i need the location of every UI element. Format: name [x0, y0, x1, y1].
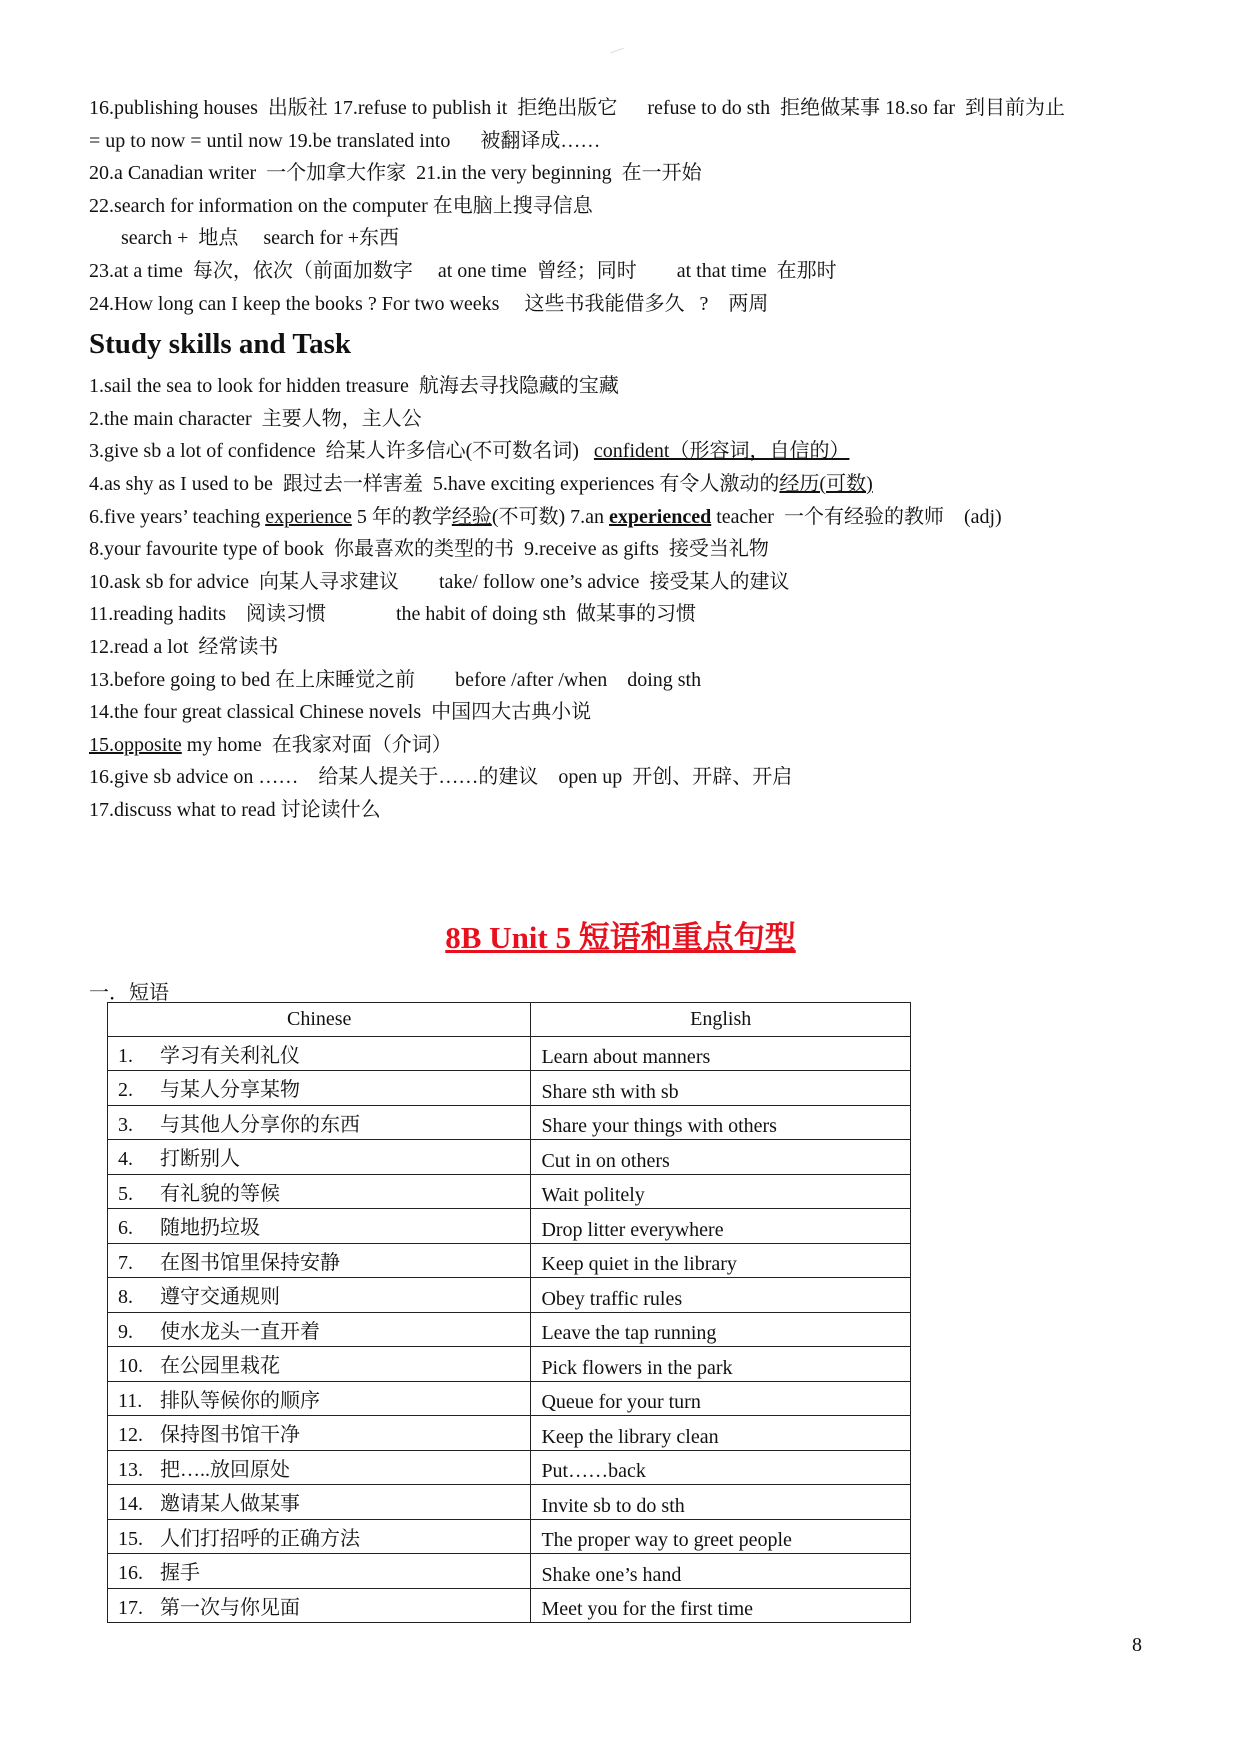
english-phrase: The proper way to greet people [531, 1519, 911, 1554]
chinese-phrase: 在公园里栽花 [160, 1355, 280, 1378]
english-phrase: Queue for your turn [531, 1381, 911, 1416]
study-line-13: 13.before going to bed 在上床睡觉之前 before /after /when doing sth [89, 668, 702, 691]
table-row [108, 1140, 911, 1175]
study-line-3-text: 3.give sb a lot of confidence 给某人许多信心(不可数名词) [89, 440, 594, 463]
chinese-phrase: 遵守交通规则 [160, 1286, 280, 1309]
header-chinese: Chinese [108, 1003, 531, 1037]
english-phrase: Leave the tap running [531, 1312, 911, 1347]
row-number: 2. [118, 1079, 133, 1102]
confident-underlined: confident（形容词，自信的） [593, 440, 850, 463]
study-line-6-c: 5 年的教学 [351, 505, 452, 528]
study-line-17: 17.discuss what to read 讨论读什么 [89, 798, 381, 821]
table-row [108, 1381, 911, 1416]
chinese-phrase: 邀请某人做某事 [160, 1493, 300, 1516]
chinese-phrase: 把…..放回原处 [160, 1458, 290, 1481]
chinese-cell [108, 1174, 531, 1209]
table-row [108, 1519, 911, 1554]
chinese-phrase: 排队等候你的顺序 [160, 1389, 320, 1412]
study-skills-heading: Study skills and Task [89, 328, 351, 361]
table-row [108, 1416, 911, 1451]
table-row [108, 1174, 911, 1209]
table-header-row [108, 1003, 911, 1037]
study-line-4-text: 4.as shy as I used to be 跟过去一样害羞 5.have exciting experiences 有令人激动的 [89, 472, 780, 495]
chinese-cell [108, 1416, 531, 1451]
row-number: 7. [118, 1251, 133, 1274]
chinese-cell [108, 1105, 531, 1140]
english-phrase: Cut in on others [531, 1140, 911, 1175]
chinese-cell [108, 1209, 531, 1244]
row-number: 12. [118, 1424, 143, 1447]
row-number: 1. [118, 1044, 133, 1067]
phrase-line-22: 22.search for information on the computer 在电脑上搜寻信息 [89, 194, 593, 217]
chinese-phrase: 人们打招呼的正确方法 [160, 1527, 360, 1550]
row-number: 8. [118, 1286, 133, 1309]
row-number: 13. [118, 1458, 143, 1481]
phrase-line-24: 24.How long can I keep the books ? For two weeks 这些书我能借多久 ? 两周 [89, 292, 769, 315]
chinese-cell [108, 1588, 531, 1623]
row-number: 11. [118, 1389, 143, 1412]
chinese-cell [108, 1278, 531, 1313]
table-row [108, 1450, 911, 1485]
chinese-cell [108, 1140, 531, 1175]
phrase-line-19: = up to now = until now 19.be translated into 被翻译成…… [89, 129, 601, 152]
study-line-2: 2.the main character 主要人物，主人公 [89, 407, 422, 430]
chinese-phrase: 在图书馆里保持安静 [160, 1251, 340, 1274]
study-line-1: 1.sail the sea to look for hidden treasure 航海去寻找隐藏的宝藏 [89, 375, 619, 398]
study-line-4 [89, 468, 1169, 501]
row-number: 5. [118, 1182, 133, 1205]
english-phrase: Share your things with others [531, 1105, 911, 1140]
chinese-phrase: 随地扔垃圾 [160, 1217, 260, 1240]
table-row [108, 1071, 911, 1106]
table-row [108, 1243, 911, 1278]
study-line-12: 12.read a lot 经常读书 [89, 635, 279, 658]
content-area [89, 92, 1169, 826]
chinese-phrase: 使水龙头一直开着 [160, 1320, 320, 1343]
chinese-cell [108, 1519, 531, 1554]
opposite-underlined: 15.opposite [89, 733, 182, 756]
table-row [108, 1036, 911, 1071]
study-line-11: 11.reading hadits 阅读习惯 the habit of doing sth 做某事的习惯 [89, 603, 696, 626]
header-english: English [531, 1003, 911, 1037]
experiences-countable-underlined: 经历(可数) [779, 472, 873, 495]
row-number: 6. [118, 1217, 133, 1240]
study-line-8: 8.your favourite type of book 你最喜欢的类型的书 9.receive as gifts 接受当礼物 [89, 538, 769, 561]
english-phrase: Keep the library clean [531, 1416, 911, 1451]
row-number: 14. [118, 1493, 143, 1516]
row-number: 9. [118, 1320, 133, 1343]
chinese-cell [108, 1243, 531, 1278]
row-number: 15. [118, 1527, 143, 1550]
experienced-bold-underlined: experienced [609, 505, 712, 528]
chinese-phrase: 有礼貌的等候 [160, 1182, 280, 1205]
chinese-phrase: 学习有关利礼仪 [160, 1044, 300, 1067]
chinese-phrase: 与某人分享某物 [160, 1079, 300, 1102]
chinese-phrase: 握手 [160, 1562, 200, 1585]
table-row [108, 1554, 911, 1589]
phrase-line-23: 23.at a time 每次，依次（前面加数字 at one time 曾经；同时 at that time 在那时 [89, 259, 837, 282]
chinese-cell [108, 1554, 531, 1589]
phrase-line-22-detail: search + 地点 search for +东西 [121, 227, 400, 250]
english-phrase: Drop litter everywhere [531, 1209, 911, 1244]
chinese-cell [108, 1485, 531, 1520]
chinese-phrase: 与其他人分享你的东西 [160, 1113, 360, 1136]
chinese-cell [108, 1347, 531, 1382]
study-line-14: 14.the four great classical Chinese novels 中国四大古典小说 [89, 701, 592, 724]
study-line-15-text: my home 在我家对面（介词） [181, 733, 452, 756]
scan-mark [610, 48, 623, 54]
study-line-15 [89, 729, 1169, 762]
chinese-cell [108, 1036, 531, 1071]
table-row [108, 1347, 911, 1382]
study-line-16: 16.give sb advice on …… 给某人提关于……的建议 open up 开创、开辟、开启 [89, 766, 793, 789]
chinese-cell [108, 1071, 531, 1106]
row-number: 17. [118, 1596, 143, 1619]
english-phrase: Pick flowers in the park [531, 1347, 911, 1382]
study-line-3 [89, 435, 1169, 468]
english-phrase: Wait politely [531, 1174, 911, 1209]
table-row [108, 1105, 911, 1140]
chinese-cell [108, 1450, 531, 1485]
chinese-cell [108, 1381, 531, 1416]
table-row [108, 1278, 911, 1313]
row-number: 10. [118, 1355, 143, 1378]
english-phrase: Meet you for the first time [531, 1588, 911, 1623]
english-phrase: Put……back [531, 1450, 911, 1485]
study-line-6-g: teacher 一个有经验的教师 (adj) [711, 505, 1002, 528]
section-label: 一．短语 [89, 982, 169, 1004]
chinese-phrase: 打断别人 [160, 1148, 240, 1171]
english-phrase: Invite sb to do sth [531, 1485, 911, 1520]
row-number: 3. [118, 1113, 133, 1136]
study-line-6 [89, 501, 1169, 534]
table-row [108, 1588, 911, 1623]
study-line-6-e: (不可数) 7.an [491, 505, 610, 528]
table-row [108, 1209, 911, 1244]
study-line-10: 10.ask sb for advice 向某人寻求建议 take/ follow one’s advice 接受某人的建议 [89, 570, 790, 593]
english-phrase: Keep quiet in the library [531, 1243, 911, 1278]
table-row [108, 1485, 911, 1520]
row-number: 4. [118, 1148, 133, 1171]
chinese-phrase: 第一次与你见面 [160, 1596, 300, 1619]
chinese-cell [108, 1312, 531, 1347]
english-phrase: Obey traffic rules [531, 1278, 911, 1313]
row-number: 16. [118, 1562, 143, 1585]
unit-title: 8B Unit 5 短语和重点句型 [445, 920, 796, 955]
jingyan-underlined: 经验 [451, 505, 492, 528]
phrase-table-body [108, 1036, 911, 1623]
english-phrase: Shake one’s hand [531, 1554, 911, 1589]
experience-underlined: experience [265, 505, 352, 528]
page-number: 8 [1132, 1634, 1142, 1656]
english-phrase: Learn about manners [531, 1036, 911, 1071]
chinese-phrase: 保持图书馆干净 [160, 1424, 300, 1447]
phrase-table [107, 1002, 911, 1623]
english-phrase: Share sth with sb [531, 1071, 911, 1106]
study-line-6-a: 6.five years’ teaching [89, 505, 266, 528]
table-row [108, 1312, 911, 1347]
phrase-line-16: 16.publishing houses 出版社 17.refuse to publish it 拒绝出版它 refuse to do sth 拒绝做某事 18.so far 到目前为止 [89, 97, 1066, 119]
phrase-line-20: 20.a Canadian writer 一个加拿大作家 21.in the very beginning 在一开始 [89, 162, 702, 185]
